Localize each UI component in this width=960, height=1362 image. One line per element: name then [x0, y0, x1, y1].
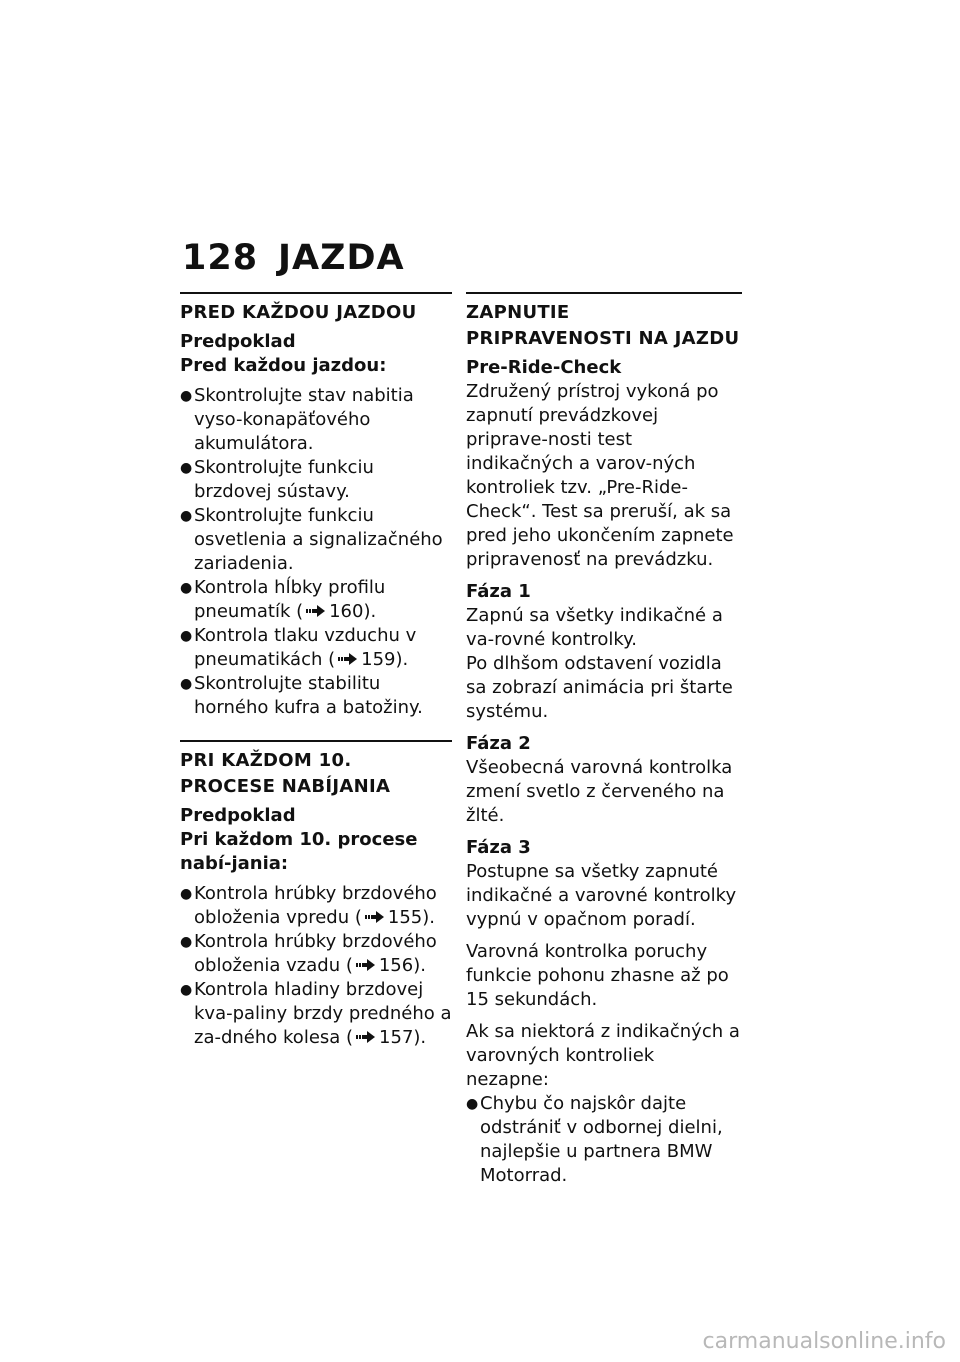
paragraph-phase-3: Postupne sa všetky zapnuté indikačné a varovné kontrolky vypnú v opačnom poradí.: [466, 861, 737, 930]
left-column: [180, 292, 452, 1050]
paragraph-lights-not-on: Ak sa niektorá z indikačných a varovných kontroliek nezapne:: [466, 1021, 740, 1090]
list-item: ● Kontrola hrúbky brzdového obloženia vpredu ( 155).: [180, 883, 437, 928]
checklist-before-ride: [180, 384, 452, 720]
page-reference-link[interactable]: 155).: [362, 907, 435, 928]
prerequisite-label: Predpoklad: [180, 331, 296, 352]
list-item: ● Skontrolujte funkciu brzdovej sústavy.: [180, 457, 374, 502]
prerequisite-label: Predpoklad: [180, 805, 296, 826]
action-list: [466, 1092, 742, 1188]
section-title-before-ride: PRED KAŽDOU JAZDOU: [180, 302, 417, 323]
page-number: 128: [182, 238, 259, 278]
page-reference-link[interactable]: 156).: [353, 955, 426, 976]
bullet-icon: ●: [180, 628, 193, 644]
subheading-pre-ride-check: Pre-Ride-Check: [466, 357, 622, 378]
paragraph-phase-2: Všeobecná varovná kontrolka zmení svetlo z červeného na žlté.: [466, 757, 733, 826]
page-header: [182, 238, 405, 278]
bullet-icon: ●: [180, 676, 193, 692]
page-reference-link[interactable]: 159).: [335, 649, 408, 670]
bullet-icon: ●: [180, 508, 193, 524]
section-title-every-10th-charge: PRI KAŽDOM 10. PROCESE NABÍJANIA: [180, 750, 391, 797]
bullet-icon: ●: [180, 460, 193, 476]
page-reference-arrow-icon: [338, 652, 358, 666]
paragraph-phase-1-animation: Po dlhšom odstavení vozidla sa zobrazí animácia pri štarte systému.: [466, 653, 733, 722]
bullet-icon: ●: [180, 580, 193, 596]
page-reference-link[interactable]: 160).: [303, 601, 376, 622]
chapter-title: JAZDA: [278, 238, 405, 278]
page-reference-arrow-icon: [365, 910, 385, 924]
page-reference-arrow-icon: [306, 604, 326, 618]
prerequisite-intro: Pred každou jazdou:: [180, 355, 387, 376]
right-column: [466, 292, 742, 1188]
bullet-icon: ●: [180, 934, 193, 950]
section-divider: [180, 740, 452, 742]
list-item: ● Skontrolujte funkciu osvetlenia a signalizačného zariadenia.: [180, 505, 443, 574]
prerequisite-intro: Pri každom 10. procese nabí-jania:: [180, 829, 418, 874]
bullet-icon: ●: [180, 886, 193, 902]
page-reference-arrow-icon: [356, 958, 376, 972]
bullet-icon: ●: [180, 982, 193, 998]
section-divider: [466, 292, 742, 294]
watermark: carmanualsonline.info: [702, 1329, 946, 1354]
list-item: ● Skontrolujte stav nabitia vyso-konapäťového akumulátora.: [180, 385, 414, 454]
list-item: ● Kontrola hrúbky brzdového obloženia vzadu ( 156).: [180, 931, 437, 976]
page-reference-link[interactable]: 157).: [353, 1027, 426, 1048]
subheading-phase-1: Fáza 1: [466, 581, 531, 602]
list-item: ● Kontrola hladiny brzdovej kva-paliny brzdy predného a za-dného kolesa ( 157).: [180, 979, 452, 1048]
list-item: ● Skontrolujte stabilitu horného kufra a batožiny.: [180, 673, 423, 718]
section-title-ride-readiness: ZAPNUTIE PRIPRAVENOSTI NA JAZDU: [466, 302, 740, 349]
list-item: ● Kontrola tlaku vzduchu v pneumatikách ( 159).: [180, 625, 417, 670]
subheading-phase-2: Fáza 2: [466, 733, 531, 754]
bullet-icon: ●: [466, 1096, 479, 1112]
paragraph-drive-fault-light: Varovná kontrolka poruchy funkcie pohonu zhasne až po 15 sekundách.: [466, 941, 729, 1010]
section-divider: [180, 292, 452, 294]
paragraph-phase-1: Zapnú sa všetky indikačné a va-rovné kontrolky.: [466, 605, 723, 650]
list-item: ● Chybu čo najskôr dajte odstrániť v odbornej dielni, najlepšie u partnera BMW Motorrad.: [466, 1093, 723, 1186]
list-item: ● Kontrola hĺbky profilu pneumatík ( 160).: [180, 577, 386, 622]
checklist-every-10th-charge: [180, 882, 452, 1050]
bullet-icon: ●: [180, 388, 193, 404]
subheading-phase-3: Fáza 3: [466, 837, 531, 858]
page-reference-arrow-icon: [356, 1030, 376, 1044]
paragraph-pre-ride-check: Združený prístroj vykoná po zapnutí prevádzkovej priprave-nosti test indikačných a varov-ných kontroliek tzv. „Pre-Ride-Check“. Test sa preruší, ak sa pred jeho ukončením zapnete pripravenosť na prevádzku.: [466, 381, 734, 570]
